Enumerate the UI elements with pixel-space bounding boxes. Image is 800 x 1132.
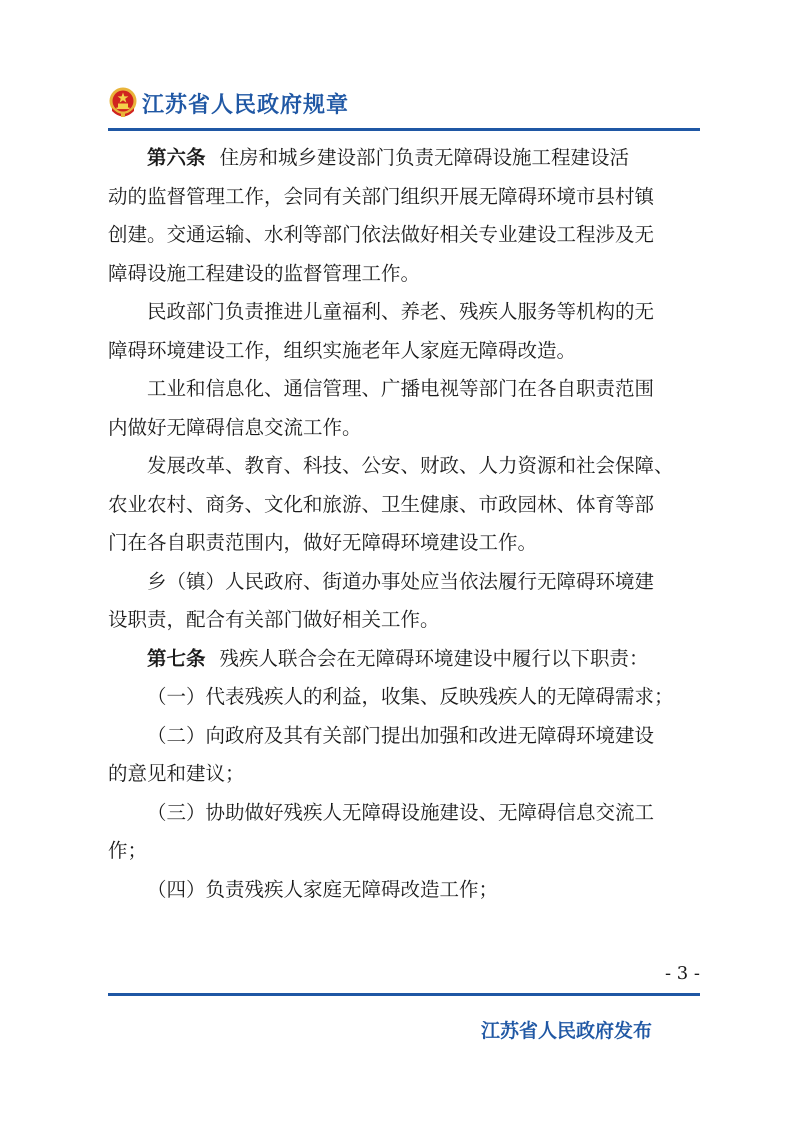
text-line: 工业和信息化、通信管理、广播电视等部门在各自职责范围 xyxy=(147,377,655,400)
paragraph xyxy=(108,563,700,640)
text-line: 民政部门负责推进儿童福利、养老、残疾人服务等机构的无 xyxy=(147,300,655,323)
text-line: 农业农村、商务、文化和旅游、卫生健康、市政园林、体育等部 xyxy=(108,492,655,516)
header-title: 江苏省人民政府规章 xyxy=(142,93,350,118)
text-line: （三）协助做好残疾人无障碍设施建设、无障碍信息交流工 xyxy=(147,800,655,824)
text-line: 设职责，配合有关部门做好相关工作。 xyxy=(108,608,440,631)
text-line: 发展改革、教育、科技、公安、财政、人力资源和社会保障、 xyxy=(147,454,674,477)
article-number: 第六条 xyxy=(147,146,206,169)
national-emblem-icon xyxy=(108,86,138,118)
list-item xyxy=(108,678,700,717)
page-number: - 3 - xyxy=(664,963,700,984)
paragraph-article-6 xyxy=(108,139,700,293)
text-line: 动的监督管理工作，会同有关部门组织开展无障碍环境市县村镇 xyxy=(108,184,655,208)
text-line: 住房和城乡建设部门负责无障碍设施工程建设活 xyxy=(219,146,630,169)
text-line: 创建。交通运输、水利等部门依法做好相关专业建设工程涉及无 xyxy=(108,223,655,246)
text-line: 残疾人联合会在无障碍环境建设中履行以下职责： xyxy=(219,646,649,670)
text-line: （二）向政府及其有关部门提出加强和改进无障碍环境建设 xyxy=(147,723,655,747)
list-item xyxy=(108,794,700,871)
paragraph-article-7 xyxy=(108,640,700,679)
header-divider xyxy=(108,128,700,131)
text-line: 作； xyxy=(108,839,148,862)
paragraph xyxy=(108,293,700,370)
text-line: 障碍环境建设工作，组织实施老年人家庭无障碍改造。 xyxy=(108,338,577,362)
document-body xyxy=(108,139,700,909)
article-number: 第七条 xyxy=(147,646,206,670)
text-line: 障碍设施工程建设的监督管理工作。 xyxy=(108,261,421,285)
list-item xyxy=(108,717,700,794)
list-item xyxy=(108,871,700,910)
text-line: 的意见和建议； xyxy=(108,762,245,785)
paragraph xyxy=(108,370,700,447)
paragraph xyxy=(108,447,700,563)
text-line: （一）代表残疾人的利益，收集、反映残疾人的无障碍需求； xyxy=(147,685,674,708)
text-line: 门在各自职责范围内，做好无障碍环境建设工作。 xyxy=(108,531,538,554)
footer-publisher: 江苏省人民政府发布 xyxy=(480,1020,652,1042)
text-line: 内做好无障碍信息交流工作。 xyxy=(108,415,362,439)
page-header xyxy=(108,84,700,128)
footer-divider xyxy=(108,993,700,996)
text-line: 乡（镇）人民政府、街道办事处应当依法履行无障碍环境建 xyxy=(147,569,655,593)
text-line: （四）负责残疾人家庭无障碍改造工作； xyxy=(147,877,499,901)
